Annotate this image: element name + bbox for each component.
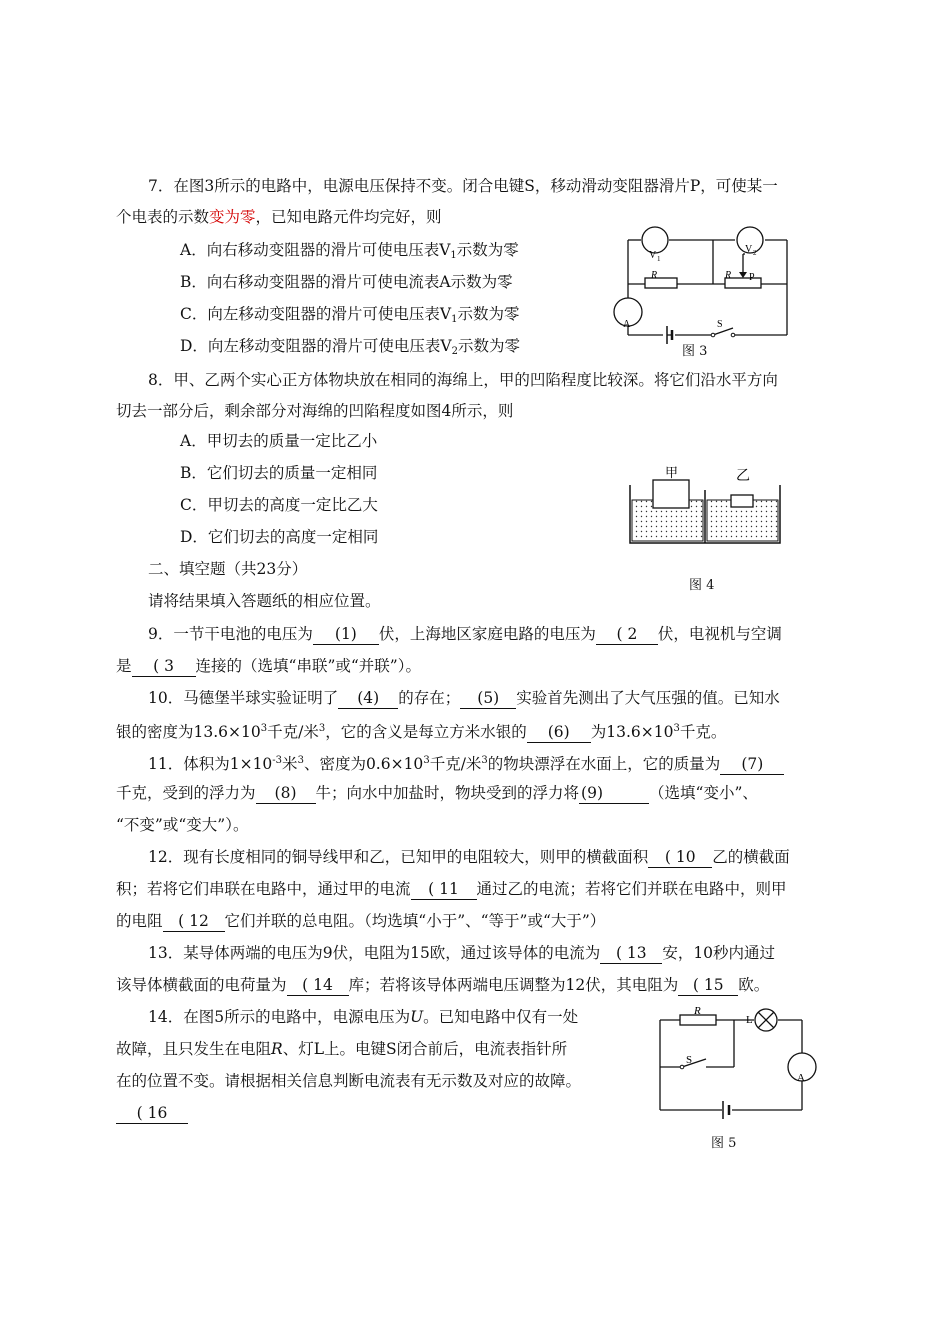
q9-text: 是 — [116, 657, 132, 675]
q13-text: 库；若将该导体两端电压调整为12伏，其电阻为 — [348, 976, 679, 994]
q10-text: 实验首先测出了大气压强的值。已知水 — [516, 689, 780, 707]
q8-option-c: C．甲切去的高度一定比乙大 — [180, 496, 378, 514]
q11-line3: “不变”或“变大”）。 — [116, 816, 249, 834]
q8-option-a: A．甲切去的质量一定比乙小 — [180, 432, 378, 450]
q12-line3 — [116, 911, 605, 932]
section-2-title: 二、填空题（共23分） — [148, 560, 308, 578]
answer-blank-7[interactable]: (7) — [720, 754, 784, 775]
q12-text: 积；若将它们串联在电路中，通过甲的电流 — [116, 880, 411, 898]
answer-blank-14[interactable]: ( 14 — [287, 975, 349, 996]
q14-r-symbol: R — [271, 1040, 283, 1058]
answer-blank-5[interactable]: (5) — [460, 688, 516, 709]
q14-text: 。已知电路中仅有一处 — [423, 1008, 579, 1026]
fig3-v2-sub: 2 — [753, 249, 757, 257]
fig5-ammeter-label: A — [797, 1072, 805, 1084]
q10-exp: 3 — [260, 723, 268, 734]
q8-stem-line1: 8．甲、乙两个实心正方体物块放在相同的海绵上，甲的凹陷程度比较深。将它们沿水平方向 — [148, 371, 778, 389]
q7-option-a-sub: 1 — [450, 250, 457, 261]
q10-line2 — [116, 719, 726, 743]
answer-blank-13[interactable]: ( 13 — [600, 943, 662, 964]
q9-text: 伏，上海地区家庭电路的电压为 — [378, 625, 596, 643]
q7-option-c — [180, 304, 519, 330]
q7-option-a — [180, 240, 519, 266]
q12-line1 — [148, 847, 790, 868]
q10-text: 千克/米 — [267, 723, 319, 741]
q7-option-d — [180, 336, 520, 362]
q7-option-d-text: D．向左移动变阻器的滑片可使电压表V — [180, 337, 452, 355]
answer-blank-4[interactable]: (4) — [338, 688, 398, 709]
q10-line1 — [148, 688, 780, 709]
fig3-r1-label: R — [651, 270, 658, 281]
q8-option-b: B．它们切去的质量一定相同 — [180, 464, 378, 482]
q7-stem-line1: 7．在图3所示的电路中，电源电压保持不变。闭合电键S，移动滑动变阻器滑片P，可使某一 — [148, 177, 778, 195]
answer-blank-11[interactable]: ( 11 — [411, 879, 477, 900]
q14-line1 — [148, 1007, 578, 1027]
q7-option-d-sub: 2 — [451, 346, 458, 357]
q12-text: 通过乙的电流；若将它们并联在电路中，则甲 — [476, 880, 787, 898]
answer-blank-6[interactable]: (6) — [527, 722, 591, 743]
q9-line1 — [148, 624, 782, 645]
q7-stem-line2 — [116, 207, 442, 227]
answer-blank-1[interactable]: (1) — [313, 624, 379, 645]
q8-stem-line2: 切去一部分后，剩余部分对海绵的凹陷程度如图4所示，则 — [116, 402, 514, 420]
q11-exp: -3 — [272, 755, 283, 766]
q10-exp: 3 — [318, 723, 326, 734]
q9-text: 连接的（选填“串联”或“并联”）。 — [195, 657, 421, 675]
fig3-v1-sub: 1 — [657, 255, 661, 263]
answer-blank-10[interactable]: ( 10 — [648, 847, 712, 868]
q7-option-a-text: A．向右移动变阻器的滑片可使电压表V — [180, 241, 451, 259]
q12-text: 乙的横截面 — [712, 848, 790, 866]
q7-option-c-text: C．向左移动变阻器的滑片可使电压表V — [180, 305, 452, 323]
figure-3-circuit — [605, 220, 805, 345]
q11-exp: 3 — [297, 755, 304, 766]
q7-option-a-end: 示数为零 — [456, 241, 519, 259]
answer-blank-15[interactable]: ( 15 — [678, 975, 738, 996]
answer-blank-12[interactable]: ( 12 — [163, 911, 225, 932]
q12-text: 的电阻 — [116, 912, 163, 930]
q10-text: 10．马德堡半球实验证明了 — [148, 689, 339, 707]
fig5-r-label: R — [694, 1005, 701, 1017]
q13-line1 — [148, 943, 775, 964]
section-2-note: 请将结果填入答题纸的相应位置。 — [148, 592, 381, 610]
q11-text: 11．体积为1×10 — [148, 755, 273, 773]
q14-text: 故障，且只发生在电阻 — [116, 1040, 272, 1058]
q7-option-d-end: 示数为零 — [458, 337, 521, 355]
q12-line2 — [116, 879, 787, 900]
q12-text: 它们并联的总电阻。（均选填“小于”、“等于”或“大于”） — [224, 912, 606, 930]
figure-4-sponges — [625, 460, 785, 548]
q9-text: 9．一节干电池的电压为 — [148, 625, 313, 643]
fig3-r2-label: R — [725, 270, 732, 281]
q14-line3: 在的位置不变。请根据相关信息判断电流表有无示数及对应的故障。 — [116, 1072, 582, 1090]
q11-text: 的物块漂浮在水面上，它的质量为 — [487, 755, 721, 773]
q11-text: 米 — [282, 755, 298, 773]
q7-option-b: B．向右移动变阻器的滑片可使电流表A示数为零 — [180, 273, 513, 291]
figure-5-circuit — [650, 1005, 820, 1120]
q7-option-c-end: 示数为零 — [457, 305, 520, 323]
q13-text: 安，10秒内通过 — [662, 944, 776, 962]
fig3-ammeter-label: A — [623, 319, 631, 330]
q11-exp: 3 — [481, 755, 488, 766]
q10-text: ，它的含义是每立方米水银的 — [325, 723, 527, 741]
q10-exp: 3 — [673, 723, 680, 734]
q7-stem-text: 个电表的示数 — [116, 208, 210, 226]
q11-line1 — [148, 751, 784, 775]
q9-text: 伏，电视机与空调 — [657, 625, 782, 643]
figure-4-caption: 图 4 — [689, 578, 715, 593]
q10-text: 的存在； — [398, 689, 461, 707]
q8-option-d: D．它们切去的高度一定相同 — [180, 528, 379, 546]
figure-5-caption: 图 5 — [711, 1136, 737, 1151]
q14-text: 、灯L上。电键S闭合前后，电流表指针所 — [282, 1040, 568, 1058]
fig3-p-label: P — [749, 272, 755, 283]
q7-option-c-sub: 1 — [451, 314, 458, 325]
q14-line2 — [116, 1039, 567, 1059]
fig4-jia-label: 甲 — [665, 466, 679, 481]
q11-text: 千克，受到的浮力为 — [116, 784, 256, 802]
fig5-s-label: S — [686, 1054, 693, 1066]
q11-line2 — [116, 783, 758, 804]
q13-text: 13．某导体两端的电压为9伏，电阻为15欧，通过该导体的电流为 — [148, 944, 601, 962]
fig4-yi-label: 乙 — [736, 468, 750, 484]
q12-text: 12．现有长度相同的铜导线甲和乙，已知甲的电阻较大，则甲的横截面积 — [148, 848, 649, 866]
q10-text: 银的密度为13.6×10 — [116, 723, 261, 741]
q11-text: 千克/米 — [429, 755, 482, 773]
fig3-v2-label: V — [745, 244, 753, 255]
q7-highlight: 变为零 — [209, 208, 256, 226]
answer-blank-3[interactable]: ( 3 — [132, 656, 196, 677]
q14-text: 14．在图5所示的电路中，电源电压为 — [148, 1008, 411, 1026]
fig3-v1-label: V — [649, 250, 657, 261]
q14-u-symbol: U — [410, 1008, 424, 1026]
figure-3-caption: 图 3 — [682, 344, 708, 359]
q14-line4 — [116, 1103, 188, 1124]
answer-blank-16[interactable]: ( 16 — [116, 1103, 188, 1124]
q13-line2 — [116, 975, 769, 996]
fig5-l-label: L — [746, 1014, 753, 1026]
answer-blank-9[interactable]: (9) — [579, 783, 649, 804]
q13-text: 欧。 — [738, 976, 770, 994]
q9-line2 — [116, 656, 421, 677]
q10-text: 千克。 — [679, 723, 727, 741]
fig3-switch-label: S — [717, 319, 723, 330]
q11-text: 牛；向水中加盐时，物块受到的浮力将 — [315, 784, 580, 802]
answer-blank-8[interactable]: (8) — [256, 783, 316, 804]
q10-text: 为13.6×10 — [590, 723, 674, 741]
q11-text: 、密度为0.6×10 — [303, 755, 424, 773]
q7-stem-text-end: ，已知电路元件均完好，则 — [255, 208, 442, 226]
answer-blank-2[interactable]: ( 2 — [596, 624, 658, 645]
q11-exp: 3 — [423, 755, 430, 766]
q11-text: （选填“变小”、 — [649, 784, 758, 802]
q13-text: 该导体横截面的电荷量为 — [116, 976, 287, 994]
